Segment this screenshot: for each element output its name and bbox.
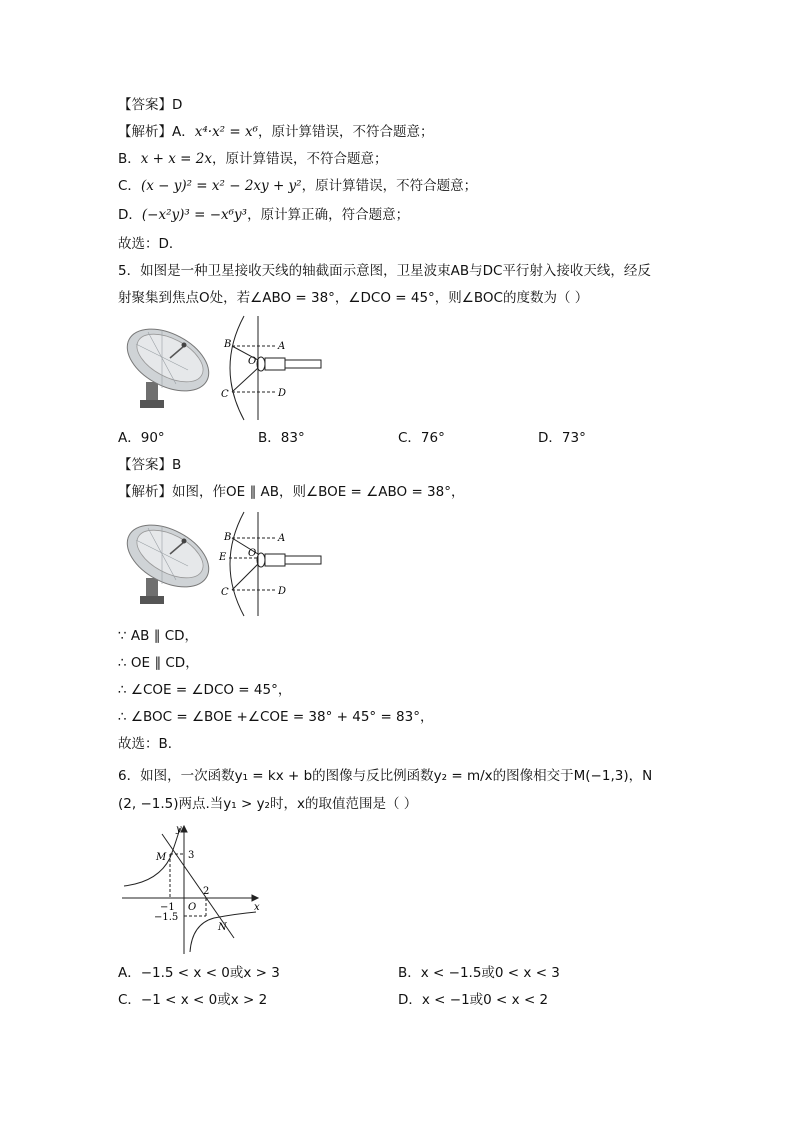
q6-stem-line-2: (2, −1.5)两点.当y₁ > y₂时，x的取值范围是（ ）	[118, 796, 418, 812]
satellite-dish-picture	[118, 316, 219, 408]
satellite-dish-picture	[118, 512, 219, 604]
label-B: B	[224, 339, 232, 350]
q6-option-a: A．−1.5 < x < 0或x > 3	[118, 965, 280, 981]
q4-b-head: B．	[118, 151, 141, 167]
q6-stem-line-1: 6．如图，一次函数y₁ = kx + b的图像与反比例函数y₂ = m/x的图像相交于M(−1,3)，N	[118, 768, 653, 784]
q4-d-note: ，原计算正确，符合题意；	[247, 207, 410, 223]
q4-analysis-c	[118, 177, 477, 195]
label-C: C	[221, 587, 229, 598]
q4-d-expr: (−x²y)³ = −x⁶y³	[141, 207, 248, 223]
q4-c-note: ，原计算错误，不符合题意；	[301, 178, 478, 194]
label-neg1-5: −1.5	[154, 912, 179, 923]
label-E: E	[219, 552, 227, 563]
q5-step-1: ∵ AB ∥ CD，	[118, 628, 199, 644]
label-C: C	[221, 389, 229, 400]
q5-step-2: ∴ OE ∥ CD，	[118, 655, 199, 671]
label-A: A	[278, 533, 286, 544]
q5-analysis: 【解析】如图，作OE ∥ AB，则∠BOE = ∠ABO = 38°，	[118, 484, 465, 500]
q4-analysis-d	[118, 206, 409, 224]
q4-c-head: C．	[118, 178, 141, 194]
q6-option-c: C．−1 < x < 0或x > 2	[118, 992, 268, 1008]
label-N: N	[218, 922, 227, 933]
label-neg1: −1	[160, 902, 175, 913]
q5-option-c: C．76°	[398, 430, 445, 446]
label-O: O	[248, 356, 257, 367]
label-O: O	[248, 548, 257, 559]
label-A: A	[278, 341, 286, 352]
q4-d-head: D．	[118, 207, 142, 223]
q4-analysis-a	[118, 123, 434, 141]
q6-function-graph	[118, 820, 268, 956]
label-O: O	[188, 902, 197, 913]
q5-option-d: D．73°	[538, 430, 586, 446]
q5-stem-line-1: 5．如图是一种卫星接收天线的轴截面示意图，卫星波束AB与DC平行射入接收天线，经反	[118, 263, 651, 279]
q5-figure-2	[118, 508, 338, 620]
label-x: x	[254, 902, 260, 913]
q4-analysis-head: 【解析】A．	[118, 124, 195, 140]
hyperbola-branch-left	[124, 828, 180, 886]
q5-figure-1	[118, 312, 338, 424]
q5-step-3: ∴ ∠COE = ∠DCO = 45°，	[118, 682, 292, 698]
q5-option-b: B．83°	[258, 430, 305, 446]
q6-option-b: B．x < −1.5或0 < x < 3	[398, 965, 560, 981]
label-y: y	[176, 824, 182, 835]
label-D: D	[278, 586, 287, 597]
q5-stem-line-2: 射聚集到焦点O处，若∠ABO = 38°，∠DCO = 45°，则∠BOC的度数为（ ）	[118, 290, 589, 306]
q5-option-a: A．90°	[118, 430, 165, 446]
label-M: M	[156, 852, 167, 863]
q5-choose: 故选：B．	[118, 736, 182, 752]
q4-answer: 【答案】D	[118, 97, 183, 113]
antenna-diagram	[230, 316, 321, 420]
q4-b-expr: x + x = 2x	[140, 151, 212, 167]
q4-b-note: ，原计算错误，不符合题意；	[211, 151, 388, 167]
q6-option-d: D．x < −1或0 < x < 2	[398, 992, 549, 1008]
label-two: 2	[203, 886, 210, 897]
q4-analysis-b	[118, 150, 387, 168]
q5-step-4: ∴ ∠BOC = ∠BOE +∠COE = 38° + 45° = 83°，	[118, 709, 434, 725]
q5-answer: 【答案】B	[118, 457, 182, 473]
label-three: 3	[188, 850, 195, 861]
label-D: D	[278, 388, 287, 399]
antenna-diagram	[229, 512, 321, 616]
label-B: B	[224, 532, 232, 543]
q4-c-expr: (x − y)² = x² − 2xy + y²	[140, 178, 302, 194]
q4-a-expr: x⁴·x² = x⁶	[194, 124, 259, 140]
q4-choose: 故选：D．	[118, 236, 183, 252]
q4-a-note: ，原计算错误，不符合题意；	[258, 124, 434, 140]
